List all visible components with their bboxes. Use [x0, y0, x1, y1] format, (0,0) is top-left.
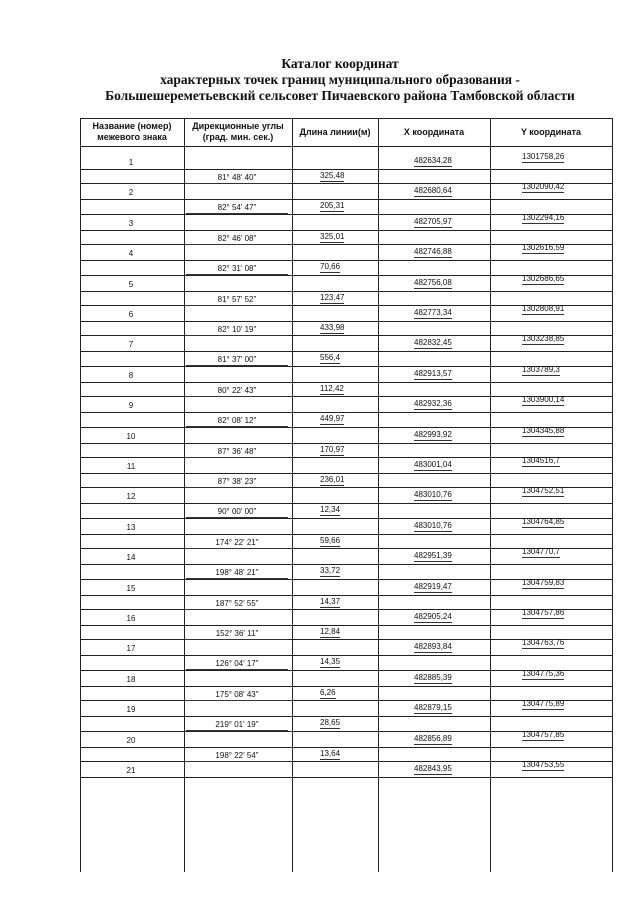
title-line-3: Большешереметьевский сельсовет Пичаевского района Тамбовской области	[105, 88, 575, 103]
direction-angle: 175° 08' 43"	[186, 690, 288, 701]
line-length: 325,48	[320, 171, 345, 180]
y-coordinate: 1304757,86	[522, 608, 565, 617]
y-coordinate: 1302090,42	[522, 182, 565, 192]
y-coordinate: 1304752,51	[522, 486, 565, 496]
direction-angle: 81° 57' 52"	[186, 295, 288, 306]
row-separator	[80, 230, 612, 231]
line-length: 123,47	[320, 292, 345, 302]
point-number: 5	[128, 279, 134, 289]
y-coordinate: 1302294,16	[522, 212, 565, 222]
line-length: 556,4	[320, 353, 341, 363]
header-x: X координата	[403, 127, 465, 137]
direction-angle: 80° 22' 43"	[186, 386, 288, 397]
row-separator	[80, 564, 612, 565]
y-coordinate: 1304764,85	[522, 516, 565, 526]
point-number: 19	[126, 705, 136, 715]
line-length: 70,66	[320, 262, 341, 272]
row-separator	[80, 747, 612, 748]
column-border	[184, 118, 185, 872]
x-coordinate: 482879,15	[414, 703, 452, 713]
direction-angle: 82° 31' 08"	[186, 264, 288, 275]
x-coordinate: 482893,84	[414, 642, 452, 652]
row-separator	[80, 534, 612, 535]
y-coordinate: 1304345,88	[522, 425, 565, 435]
direction-angle: 81° 37' 00"	[186, 355, 288, 366]
direction-angle: 126° 04' 17"	[186, 659, 288, 670]
header-num: Название (номер) межевого знака	[92, 121, 172, 142]
direction-angle: 198° 48' 21"	[186, 568, 288, 579]
line-length: 14,35	[320, 657, 341, 667]
row-separator	[80, 291, 612, 292]
header-angle: Дирекционные углы (град. мин. сек.)	[192, 121, 284, 142]
x-coordinate: 482993,92	[414, 429, 452, 439]
point-number: 21	[126, 766, 136, 775]
point-number: 10	[126, 431, 136, 441]
row-separator	[80, 260, 612, 261]
y-coordinate: 1304753,55	[522, 760, 565, 769]
row-separator	[80, 655, 612, 656]
point-number: 12	[126, 492, 136, 502]
point-number: 7	[128, 340, 134, 350]
direction-angle: 82° 54' 47"	[186, 203, 288, 214]
x-coordinate: 482919,47	[414, 581, 452, 591]
line-length: 14,37	[320, 596, 341, 606]
point-number: 1	[128, 158, 134, 167]
point-number: 2	[128, 188, 134, 198]
direction-angle: 198° 22' 54"	[186, 751, 288, 762]
direction-angle: 174° 22' 21"	[186, 538, 288, 549]
x-coordinate: 482951,39	[414, 551, 452, 561]
line-length: 205,31	[320, 201, 345, 211]
row-separator	[80, 503, 612, 504]
title-line-1: Каталог координат	[281, 56, 399, 71]
column-border	[378, 118, 379, 872]
line-length: 59,66	[320, 535, 341, 545]
point-number: 14	[126, 553, 136, 563]
point-number: 4	[128, 249, 134, 259]
x-coordinate: 482680,64	[414, 186, 452, 196]
title-line-2: характерных точек границ муниципального образования -	[160, 72, 520, 87]
direction-angle: 152° 36' 11"	[186, 629, 288, 640]
line-length: 325,01	[320, 231, 345, 241]
y-coordinate: 1302686,65	[522, 273, 565, 283]
y-coordinate: 1303789,3	[522, 364, 560, 374]
y-coordinate: 1302616,59	[522, 243, 565, 253]
line-length: 170,97	[320, 444, 345, 454]
table-top-border	[80, 118, 612, 119]
row-separator	[80, 169, 612, 170]
x-coordinate: 483001,04	[414, 460, 452, 469]
x-coordinate: 483010,76	[414, 520, 452, 530]
x-coordinate: 482885,39	[414, 672, 452, 682]
point-number: 17	[126, 644, 136, 654]
point-number: 15	[126, 583, 136, 593]
x-coordinate: 482905,24	[414, 612, 452, 621]
direction-angle: 87° 38' 23"	[186, 477, 288, 488]
line-length: 112,42	[320, 383, 344, 393]
point-number: 18	[126, 674, 136, 684]
x-coordinate: 482746,88	[414, 247, 452, 257]
y-coordinate: 1304757,85	[522, 729, 565, 739]
point-number: 6	[128, 310, 134, 319]
column-border	[490, 118, 491, 872]
y-coordinate: 1304775,89	[522, 699, 565, 709]
direction-angle: 219° 01' 19"	[186, 720, 288, 731]
y-coordinate: 1303900,14	[522, 395, 565, 405]
y-coordinate: 1301758,26	[522, 152, 565, 161]
y-coordinate: 1304759,83	[522, 577, 565, 587]
header-length: Длина линии(м)	[299, 127, 371, 137]
direction-angle: 82° 10' 19"	[186, 325, 288, 336]
y-coordinate: 1304763,76	[522, 638, 565, 648]
row-separator	[80, 199, 612, 200]
header-y: Y координата	[520, 127, 582, 137]
line-length: 33,72	[320, 566, 341, 576]
point-number: 20	[126, 735, 136, 745]
column-border	[292, 118, 293, 872]
x-coordinate: 483010,76	[414, 490, 452, 500]
x-coordinate: 482756,08	[414, 277, 452, 287]
point-number: 8	[128, 370, 134, 380]
row-separator	[80, 443, 612, 444]
line-length: 28,65	[320, 718, 341, 728]
header-bottom-border	[80, 146, 612, 147]
x-coordinate: 482634,28	[414, 156, 452, 165]
y-coordinate: 1303238,85	[522, 334, 565, 344]
line-length: 6,26	[320, 687, 336, 697]
x-coordinate: 482932,36	[414, 399, 452, 409]
row-separator	[80, 382, 612, 383]
row-separator	[80, 595, 612, 596]
line-length: 13,64	[320, 748, 341, 758]
direction-angle: 90° 00' 00"	[186, 507, 288, 518]
point-number: 9	[128, 401, 134, 411]
point-number: 13	[126, 522, 136, 532]
point-number: 3	[128, 218, 134, 228]
row-separator	[80, 351, 612, 352]
point-number: 16	[126, 614, 136, 623]
line-length: 12,34	[320, 505, 341, 515]
direction-angle: 82° 08' 12"	[186, 416, 288, 427]
direction-angle: 82° 46' 08"	[186, 234, 288, 245]
line-length: 433,98	[320, 323, 345, 332]
x-coordinate: 482773,34	[414, 308, 452, 317]
x-coordinate: 482913,57	[414, 368, 452, 378]
y-coordinate: 1304770,7	[522, 547, 560, 557]
row-separator	[80, 473, 612, 474]
row-separator	[80, 625, 612, 626]
y-coordinate: 1302808,91	[522, 304, 565, 313]
row-separator	[80, 716, 612, 717]
row-separator	[80, 321, 612, 322]
line-length: 449,97	[320, 414, 345, 424]
column-border	[612, 118, 613, 872]
row-separator	[80, 777, 612, 778]
x-coordinate: 482705,97	[414, 216, 452, 226]
x-coordinate: 482843,95	[414, 764, 452, 773]
x-coordinate: 482856,89	[414, 733, 452, 743]
direction-angle: 81° 48' 40"	[186, 173, 288, 184]
row-separator	[80, 686, 612, 687]
point-number: 11	[126, 462, 136, 471]
line-length: 236,01	[320, 475, 345, 484]
document-title	[60, 56, 620, 104]
row-separator	[80, 412, 612, 413]
direction-angle: 187° 52' 55"	[186, 599, 288, 610]
x-coordinate: 482832,45	[414, 338, 452, 348]
direction-angle: 87° 36' 48"	[186, 447, 288, 458]
y-coordinate: 1304775,36	[522, 668, 565, 678]
line-length: 12,84	[320, 627, 341, 636]
y-coordinate: 1304516,7	[522, 456, 560, 465]
